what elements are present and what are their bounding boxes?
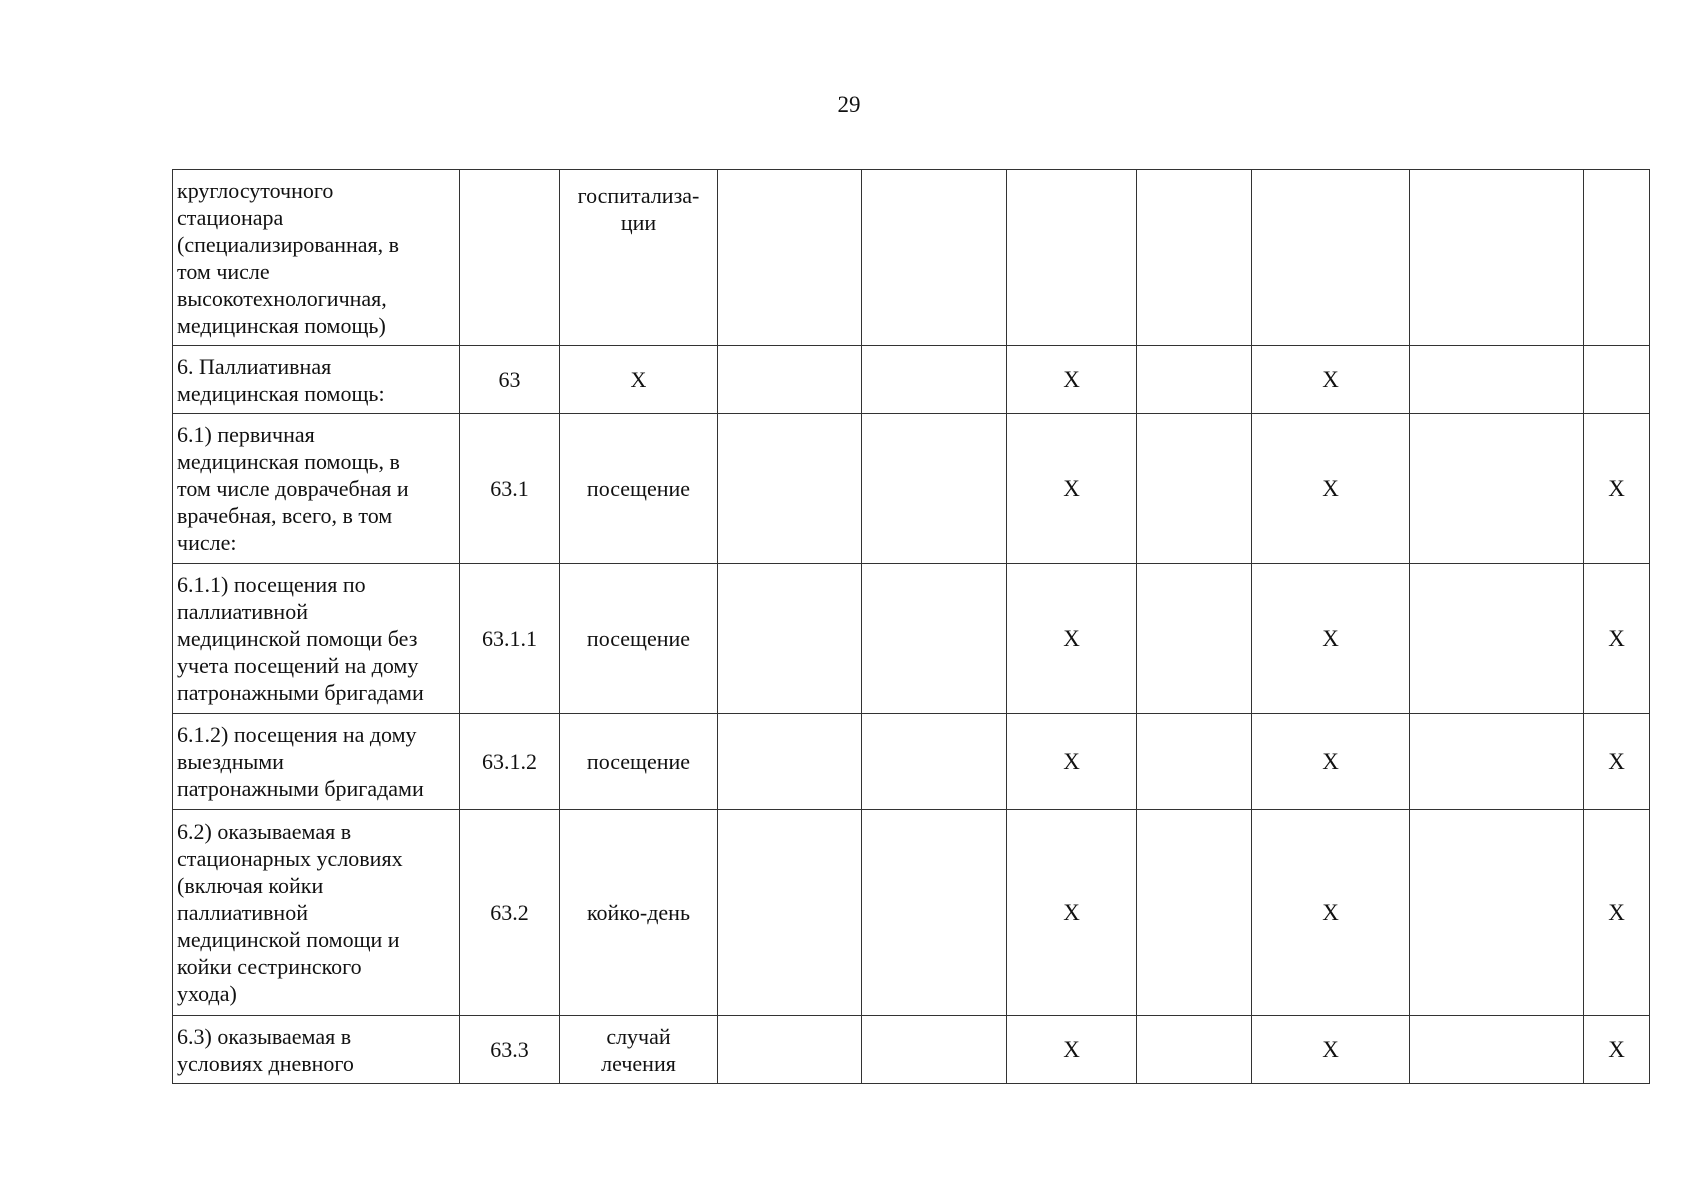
- row-code-cell: [460, 170, 560, 346]
- value-cell: X: [1007, 346, 1137, 414]
- row-name-cell: круглосуточного стационара (специализированная, в том числе высокотехнологичная, медицинская помощь): [173, 170, 460, 346]
- row-name-cell: 6. Паллиативная медицинская помощь:: [173, 346, 460, 414]
- table-row: [173, 714, 1650, 810]
- value-cell: X: [1252, 810, 1410, 1016]
- table-row: [173, 414, 1650, 564]
- value-cell: X: [1584, 714, 1650, 810]
- value-cell: X: [1252, 1016, 1410, 1084]
- row-unit-cell: посещение: [560, 714, 718, 810]
- value-cell: [862, 1016, 1007, 1084]
- value-cell: [1410, 346, 1584, 414]
- value-cell: [718, 346, 862, 414]
- value-cell: [862, 346, 1007, 414]
- value-cell: [1584, 170, 1650, 346]
- value-cell: [1137, 810, 1252, 1016]
- value-cell: X: [1007, 564, 1137, 714]
- page-number: 29: [837, 92, 861, 117]
- value-cell: [718, 170, 862, 346]
- row-code-cell: 63: [460, 346, 560, 414]
- value-cell: [1137, 1016, 1252, 1084]
- row-code-cell: 63.1.1: [460, 564, 560, 714]
- value-cell: X: [1252, 346, 1410, 414]
- value-cell: [862, 170, 1007, 346]
- table-row: [173, 810, 1650, 1016]
- value-cell: [718, 810, 862, 1016]
- row-unit-cell: госпитализа- ции: [560, 170, 718, 346]
- row-unit-cell: посещение: [560, 414, 718, 564]
- value-cell: X: [1007, 714, 1137, 810]
- row-unit-cell: случай лечения: [560, 1016, 718, 1084]
- value-cell: [1252, 170, 1410, 346]
- row-unit-cell: X: [560, 346, 718, 414]
- row-name-cell: 6.1.1) посещения по паллиативной медицинской помощи без учета посещений на дому патронажными бригадами: [173, 564, 460, 714]
- value-cell: [1137, 170, 1252, 346]
- value-cell: [1137, 346, 1252, 414]
- table-row: [173, 170, 1650, 346]
- row-unit-cell: посещение: [560, 564, 718, 714]
- row-code-cell: 63.1.2: [460, 714, 560, 810]
- value-cell: [1410, 714, 1584, 810]
- value-cell: [1410, 170, 1584, 346]
- table-row: [173, 1016, 1650, 1084]
- value-cell: X: [1584, 564, 1650, 714]
- value-cell: [1137, 414, 1252, 564]
- value-cell: X: [1584, 810, 1650, 1016]
- value-cell: [862, 714, 1007, 810]
- value-cell: X: [1007, 1016, 1137, 1084]
- value-cell: [1007, 170, 1137, 346]
- table-row: [173, 564, 1650, 714]
- value-cell: [1410, 810, 1584, 1016]
- row-name-cell: 6.1.2) посещения на дому выездными патронажными бригадами: [173, 714, 460, 810]
- value-cell: [1137, 564, 1252, 714]
- value-cell: [1410, 564, 1584, 714]
- row-code-cell: 63.2: [460, 810, 560, 1016]
- value-cell: [718, 414, 862, 564]
- value-cell: [718, 1016, 862, 1084]
- row-code-cell: 63.1: [460, 414, 560, 564]
- value-cell: [1137, 714, 1252, 810]
- value-cell: [718, 564, 862, 714]
- row-unit-cell: койко-день: [560, 810, 718, 1016]
- row-code-cell: 63.3: [460, 1016, 560, 1084]
- value-cell: X: [1252, 414, 1410, 564]
- value-cell: X: [1007, 414, 1137, 564]
- value-cell: X: [1007, 810, 1137, 1016]
- row-name-cell: 6.1) первичная медицинская помощь, в том числе доврачебная и врачебная, всего, в том числе:: [173, 414, 460, 564]
- value-cell: [862, 564, 1007, 714]
- data-table: [172, 169, 1650, 1084]
- value-cell: X: [1584, 414, 1650, 564]
- value-cell: [862, 414, 1007, 564]
- row-name-cell: 6.2) оказываемая в стационарных условиях (включая койки паллиативной медицинской помощи и койки сестринского ухода): [173, 810, 460, 1016]
- value-cell: X: [1252, 564, 1410, 714]
- table-row: [173, 346, 1650, 414]
- value-cell: [1410, 414, 1584, 564]
- row-name-cell: 6.3) оказываемая в условиях дневного: [173, 1016, 460, 1084]
- value-cell: [1410, 1016, 1584, 1084]
- value-cell: [718, 714, 862, 810]
- value-cell: [1584, 346, 1650, 414]
- value-cell: X: [1252, 714, 1410, 810]
- value-cell: X: [1584, 1016, 1650, 1084]
- value-cell: [862, 810, 1007, 1016]
